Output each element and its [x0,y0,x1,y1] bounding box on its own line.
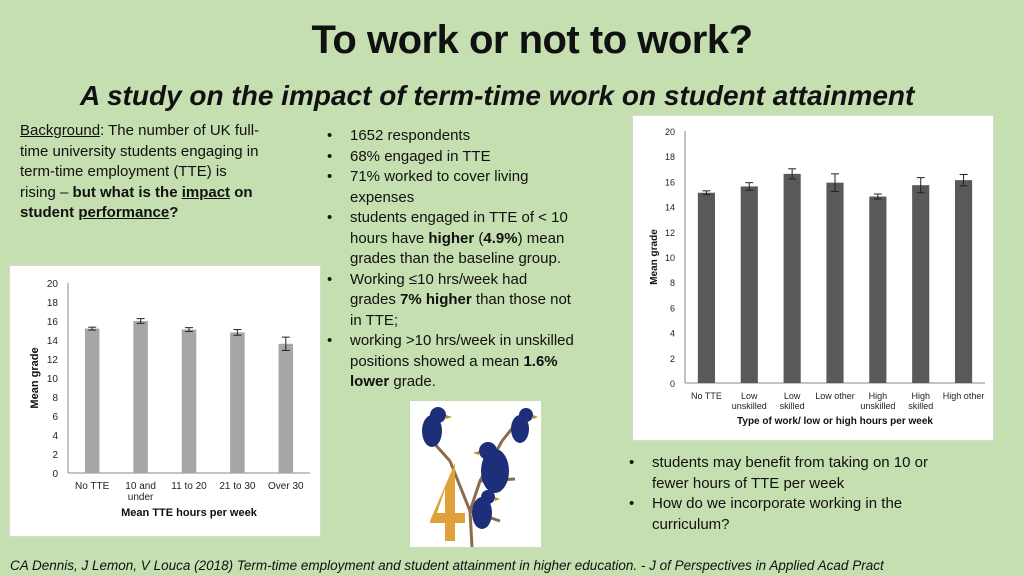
chart-tte-hours [9,265,321,537]
y-tick-label: 14 [46,336,58,347]
bar [869,197,886,383]
x-tick-label: Over 30 [268,481,304,492]
y-tick-label: 6 [669,303,675,314]
background-body: : The number of UK full-time university students engaging in term-time employment (TTE) is rising – [20,122,260,201]
y-tick-label: 0 [669,379,675,389]
citation: CA Dennis, J Lemon, V Louca (2018) Term-time employment and student attainment in higher education. - J of Perspectives in Applied Acad Pract [10,558,884,573]
x-tick-label: 10 and under [125,481,156,503]
chart-type-of-work [632,115,994,441]
x-tick-label: High unskilled [860,391,896,411]
x-tick-label: High skilled [908,391,934,411]
y-tick-label: 18 [46,298,58,309]
x-tick-label: High other [942,391,985,401]
slide-subtitle: A study on the impact of term-time work on student attainment [80,80,915,111]
x-tick-label: Low unskilled [731,391,767,411]
background-text [20,121,260,224]
x-tick-label: Low skilled [779,391,805,411]
y-tick-label: 12 [46,355,58,366]
chart-type-of-work-svg [633,116,993,440]
bird-branch-icon [410,401,541,547]
conclusion-item: • students may benefit from taking on 10 or fewer hours of TTE per week [626,453,946,494]
y-tick-label: 4 [52,431,58,442]
bar [133,321,148,473]
x-tick-label: Low other [815,391,855,401]
y-tick-label: 20 [46,279,58,290]
y-tick-label: 2 [669,353,675,364]
bar [826,183,843,383]
finding-item: • 1652 respondents [324,126,574,147]
y-tick-label: 8 [52,393,58,404]
background-label: Background [20,122,101,139]
y-tick-label: 14 [664,202,675,213]
x-tick-label: 11 to 20 [171,481,207,492]
y-tick-label: 18 [664,152,675,163]
number-four-glyph [430,463,465,541]
y-tick-label: 10 [46,374,58,385]
y-tick-label: 0 [52,469,58,480]
y-axis-label: Mean grade [29,347,41,409]
y-tick-label: 16 [664,177,675,188]
finding-item: • working >10 hrs/week in unskilled positions showed a mean 1.6% lower grade. [324,331,574,393]
conclusions-list [626,453,946,535]
y-axis-label: Mean grade [649,229,660,285]
x-tick-label: No TTE [691,391,722,401]
y-tick-label: 4 [669,328,675,339]
bar [85,329,100,473]
finding-item: • students engaged in TTE of < 10 hours have higher (4.9%) mean grades than the baseline group. [324,208,574,270]
bar [741,186,758,383]
bar [912,185,929,383]
x-axis-label: Type of work/ low or high hours per week [737,416,933,427]
bar [698,193,715,383]
research-question: but what is the impact on student performance? [20,183,253,221]
bar [784,174,801,383]
y-tick-label: 8 [669,278,675,289]
chart-tte-hours-svg [10,266,320,536]
y-tick-label: 16 [46,317,58,328]
finding-item: • 68% engaged in TTE [324,147,574,168]
finding-item: • 71% worked to cover living expenses [324,167,574,208]
bar [279,344,294,473]
slide-title: To work or not to work? [311,18,753,62]
y-tick-label: 2 [52,450,58,461]
y-tick-label: 12 [664,227,675,238]
y-tick-label: 6 [52,412,58,423]
x-axis-label: Mean TTE hours per week [121,507,257,519]
findings-list [324,126,574,393]
conclusion-item: • How do we incorporate working in the curriculum? [626,494,946,535]
y-tick-label: 10 [664,253,675,263]
bar [230,332,245,473]
bar [955,180,972,383]
finding-item: • Working ≤10 hrs/week had grades 7% higher than those not in TTE; [324,270,574,332]
bar [182,330,197,473]
x-tick-label: 21 to 30 [219,481,256,492]
birds-illustration [410,401,541,547]
x-tick-label: No TTE [75,481,110,492]
y-tick-label: 20 [664,127,675,137]
